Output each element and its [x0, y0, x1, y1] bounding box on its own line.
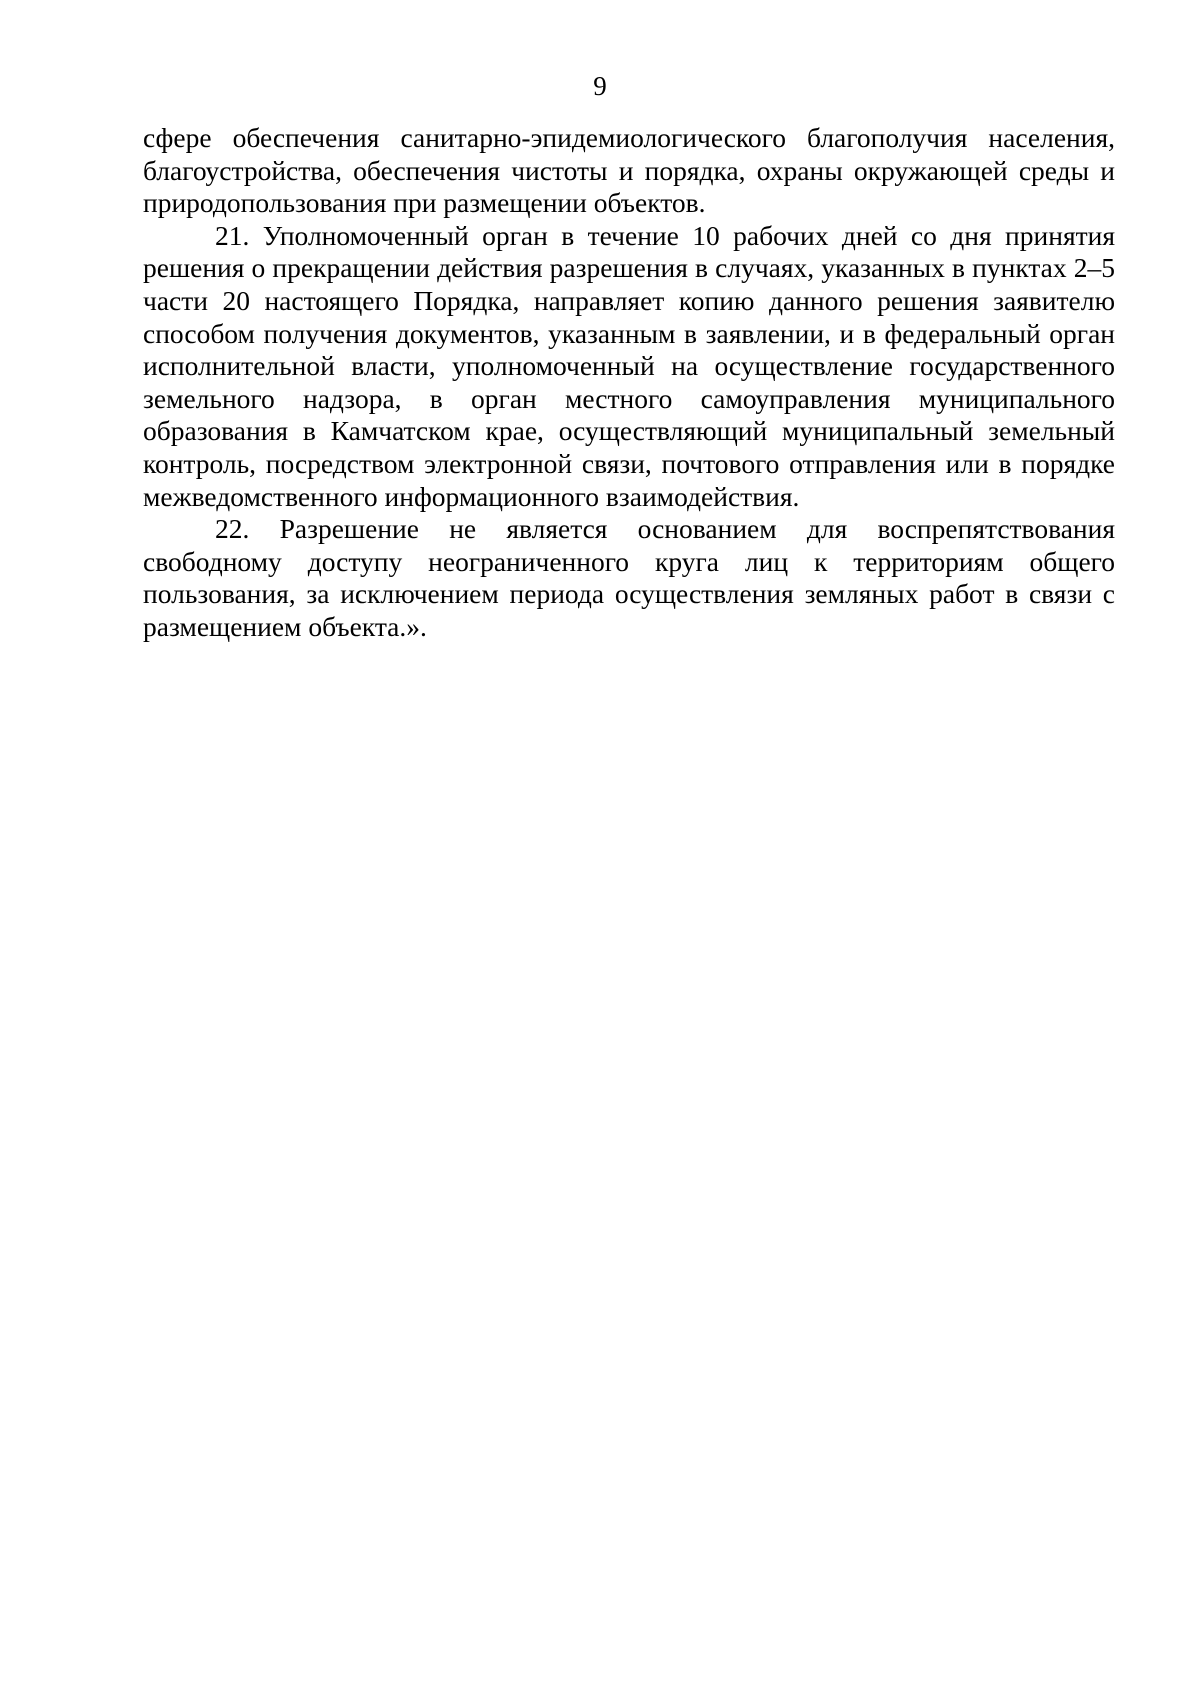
paragraph-item-21: 21. Уполномоченный орган в течение 10 рабочих дней со дня принятия решения о прекращении действия разрешения в случаях, указанных в пунктах 2–5 части 20 настоящего Порядка, направляет копию данного решения заявителю способом получения документов, указанным в заявлении, и в федеральный орган исполнительной власти, уполномоченный на осуществление государственного земельного надзора, в орган местного самоуправления муниципального образования в Камчатском крае, осуществляющий муниципальный земельный контроль, посредством электронной связи, почтового отправления или в порядке межведомственного информационного взаимодействия.: [143, 219, 1115, 512]
document-body: [143, 122, 1115, 644]
paragraph-continuation: сфере обеспечения санитарно-эпидемиологического благополучия населения, благоустройства, обеспечения чистоты и порядка, охраны окружающей среды и природопользования при размещении объектов.: [143, 122, 1115, 219]
paragraph-item-22: 22. Разрешение не является основанием для воспрепятствования свободному доступу неограниченного круга лиц к территориям общего пользования, за исключением периода осуществления земляных работ в связи с размещением объекта.».: [143, 513, 1115, 642]
page-number: 9: [593, 71, 607, 101]
